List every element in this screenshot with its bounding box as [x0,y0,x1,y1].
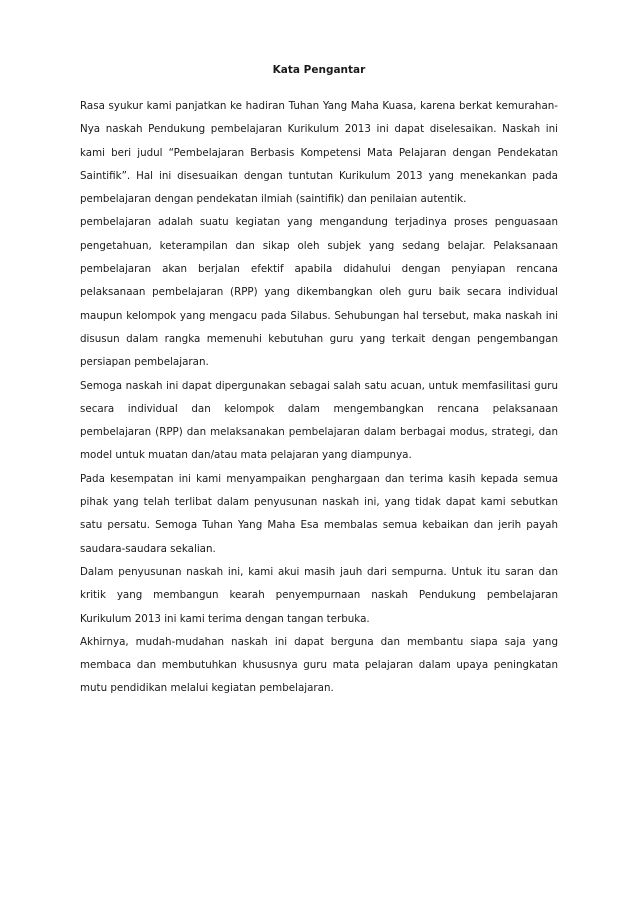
paragraph-2: pembelajaran adalah suatu kegiatan yang mengandung terjadinya proses penguasaan pengetahuan, keterampilan dan sikap oleh subjek yang sedang belajar. Pelaksanaan pembelajaran akan berjalan efektif apabila didahului dengan penyiapan rencana pelaksanaan pembelajaran (RPP) yang dikembangkan oleh guru baik secara individual maupun kelompok yang mengacu pada Silabus. Sehubungan hal tersebut, maka naskah ini disusun dalam rangka memenuhi kebutuhan guru yang terkait dengan pengembangan persiapan pembelajaran. [80,216,558,369]
paragraph-5: Dalam penyusunan naskah ini, kami akui masih jauh dari sempurna. Untuk itu saran dan kritik yang membangun kearah penyempurnaan naskah Pendukung pembelajaran Kurikulum 2013 ini kami terima dengan tangan terbuka. [80,565,558,625]
page-title: Kata Pengantar [272,64,366,76]
body-text [80,95,558,701]
paragraph-6: Akhirnya, mudah-mudahan naskah ini dapat berguna dan membantu siapa saja yang membaca dan membutuhkan khususnya guru mata pelajaran dalam upaya peningkatan mutu pendidikan melalui kegiatan pembelajaran. [80,635,558,695]
paragraph-1: Rasa syukur kami panjatkan ke hadiran Tuhan Yang Maha Kuasa, karena berkat kemurahan-Nya naskah Pendukung pembelajaran Kurikulum 2013 ini dapat diselesaikan. Naskah ini kami beri judul “Pembelajaran Berbasis Kompetensi Mata Pelajaran dengan Pendekatan Saintifik”. Hal ini disesuaikan dengan tuntutan Kurikulum 2013 yang menekankan pada pembelajaran dengan pendekatan ilmiah (saintifik) dan penilaian autentik. [80,100,558,206]
paragraph-4: Pada kesempatan ini kami menyampaikan penghargaan dan terima kasih kepada semua pihak yang telah terlibat dalam penyusunan naskah ini, yang tidak dapat kami sebutkan satu persatu. Semoga Tuhan Yang Maha Esa membalas semua kebaikan dan jerih payah saudara-saudara sekalian. [80,472,558,555]
paragraph-3: Semoga naskah ini dapat dipergunakan sebagai salah satu acuan, untuk memfasilitasi guru secara individual dan kelompok dalam mengembangkan rencana pelaksanaan pembelajaran (RPP) dan melaksanakan pembelajaran dalam berbagai modus, strategi, dan model untuk muatan dan/atau mata pelajaran yang diampunya. [80,379,558,462]
